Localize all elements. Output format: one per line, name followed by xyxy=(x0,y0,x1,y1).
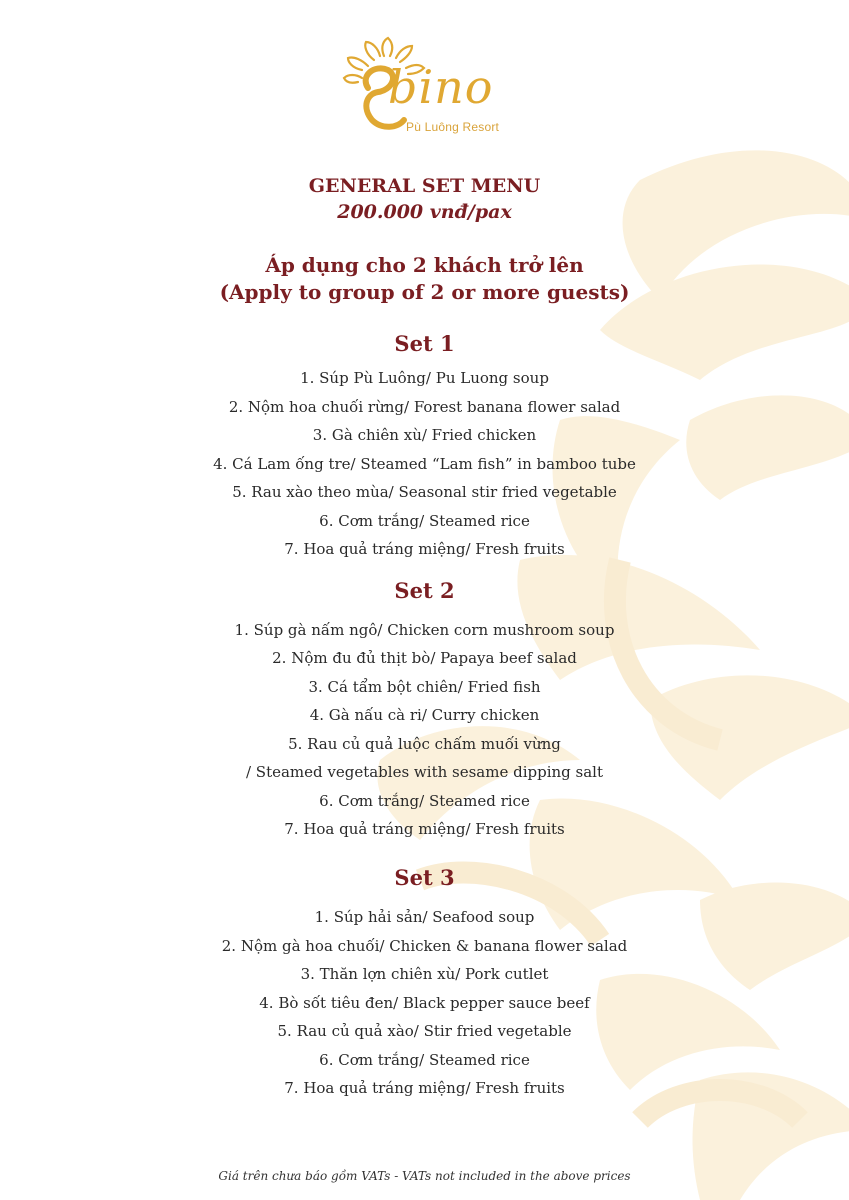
apply-note-vi: Áp dụng cho 2 khách trở lên xyxy=(265,253,584,277)
set-3-item: 1. Súp hải sản/ Seafood soup xyxy=(314,908,535,926)
set-3-item: 2. Nộm gà hoa chuối/ Chicken & banana flower salad xyxy=(221,937,628,955)
set-3-item: 6. Cơm trắng/ Steamed rice xyxy=(319,1051,530,1069)
menu-title: GENERAL SET MENU xyxy=(308,175,541,197)
set-1-item: 5. Rau xào theo mùa/ Seasonal stir fried vegetable xyxy=(232,483,617,501)
set-3-item: 5. Rau củ quả xào/ Stir fried vegetable xyxy=(277,1022,572,1040)
menu-price: 200.000 vnđ/pax xyxy=(337,201,512,223)
apply-note-en: (Apply to group of 2 or more guests) xyxy=(219,280,630,304)
set-1-heading: Set 1 xyxy=(394,331,455,356)
set-2-heading: Set 2 xyxy=(394,578,455,603)
set-2-item: / Steamed vegetables with sesame dipping salt xyxy=(245,763,604,781)
set-1-item: 7. Hoa quả tráng miệng/ Fresh fruits xyxy=(284,540,565,558)
set-3-item: 7. Hoa quả tráng miệng/ Fresh fruits xyxy=(284,1079,565,1097)
set-2-item: 3. Cá tẩm bột chiên/ Fried fish xyxy=(308,678,541,696)
set-1-item: 6. Cơm trắng/ Steamed rice xyxy=(319,512,530,530)
set-2-item: 7. Hoa quả tráng miệng/ Fresh fruits xyxy=(284,820,565,838)
set-1-item: 2. Nộm hoa chuối rừng/ Forest banana flower salad xyxy=(228,398,621,416)
vat-footnote: Giá trên chưa báo gồm VATs - VATs not included in the above prices xyxy=(218,1169,631,1183)
set-1-item: 4. Cá Lam ống tre/ Steamed “Lam fish” in bamboo tube xyxy=(213,455,636,473)
set-2-item: 5. Rau củ quả luộc chấm muối vừng xyxy=(288,735,561,753)
brand-subtitle: Pù Luông Resort xyxy=(406,120,500,134)
set-1-item: 3. Gà chiên xù/ Fried chicken xyxy=(312,426,537,444)
set-3-heading: Set 3 xyxy=(394,865,455,890)
set-2-item: 4. Gà nấu cà ri/ Curry chicken xyxy=(309,706,540,724)
set-3-item: 3. Thăn lợn chiên xù/ Pork cutlet xyxy=(300,965,549,983)
set-2-item: 2. Nộm đu đủ thịt bò/ Papaya beef salad xyxy=(272,649,577,667)
brand-name: bino xyxy=(388,60,494,114)
set-2-item: 6. Cơm trắng/ Steamed rice xyxy=(319,792,530,810)
set-2-item: 1. Súp gà nấm ngô/ Chicken corn mushroom soup xyxy=(234,621,615,639)
set-1-item: 1. Súp Pù Luông/ Pu Luong soup xyxy=(300,369,549,387)
set-3-item: 4. Bò sốt tiêu đen/ Black pepper sauce beef xyxy=(259,994,590,1012)
